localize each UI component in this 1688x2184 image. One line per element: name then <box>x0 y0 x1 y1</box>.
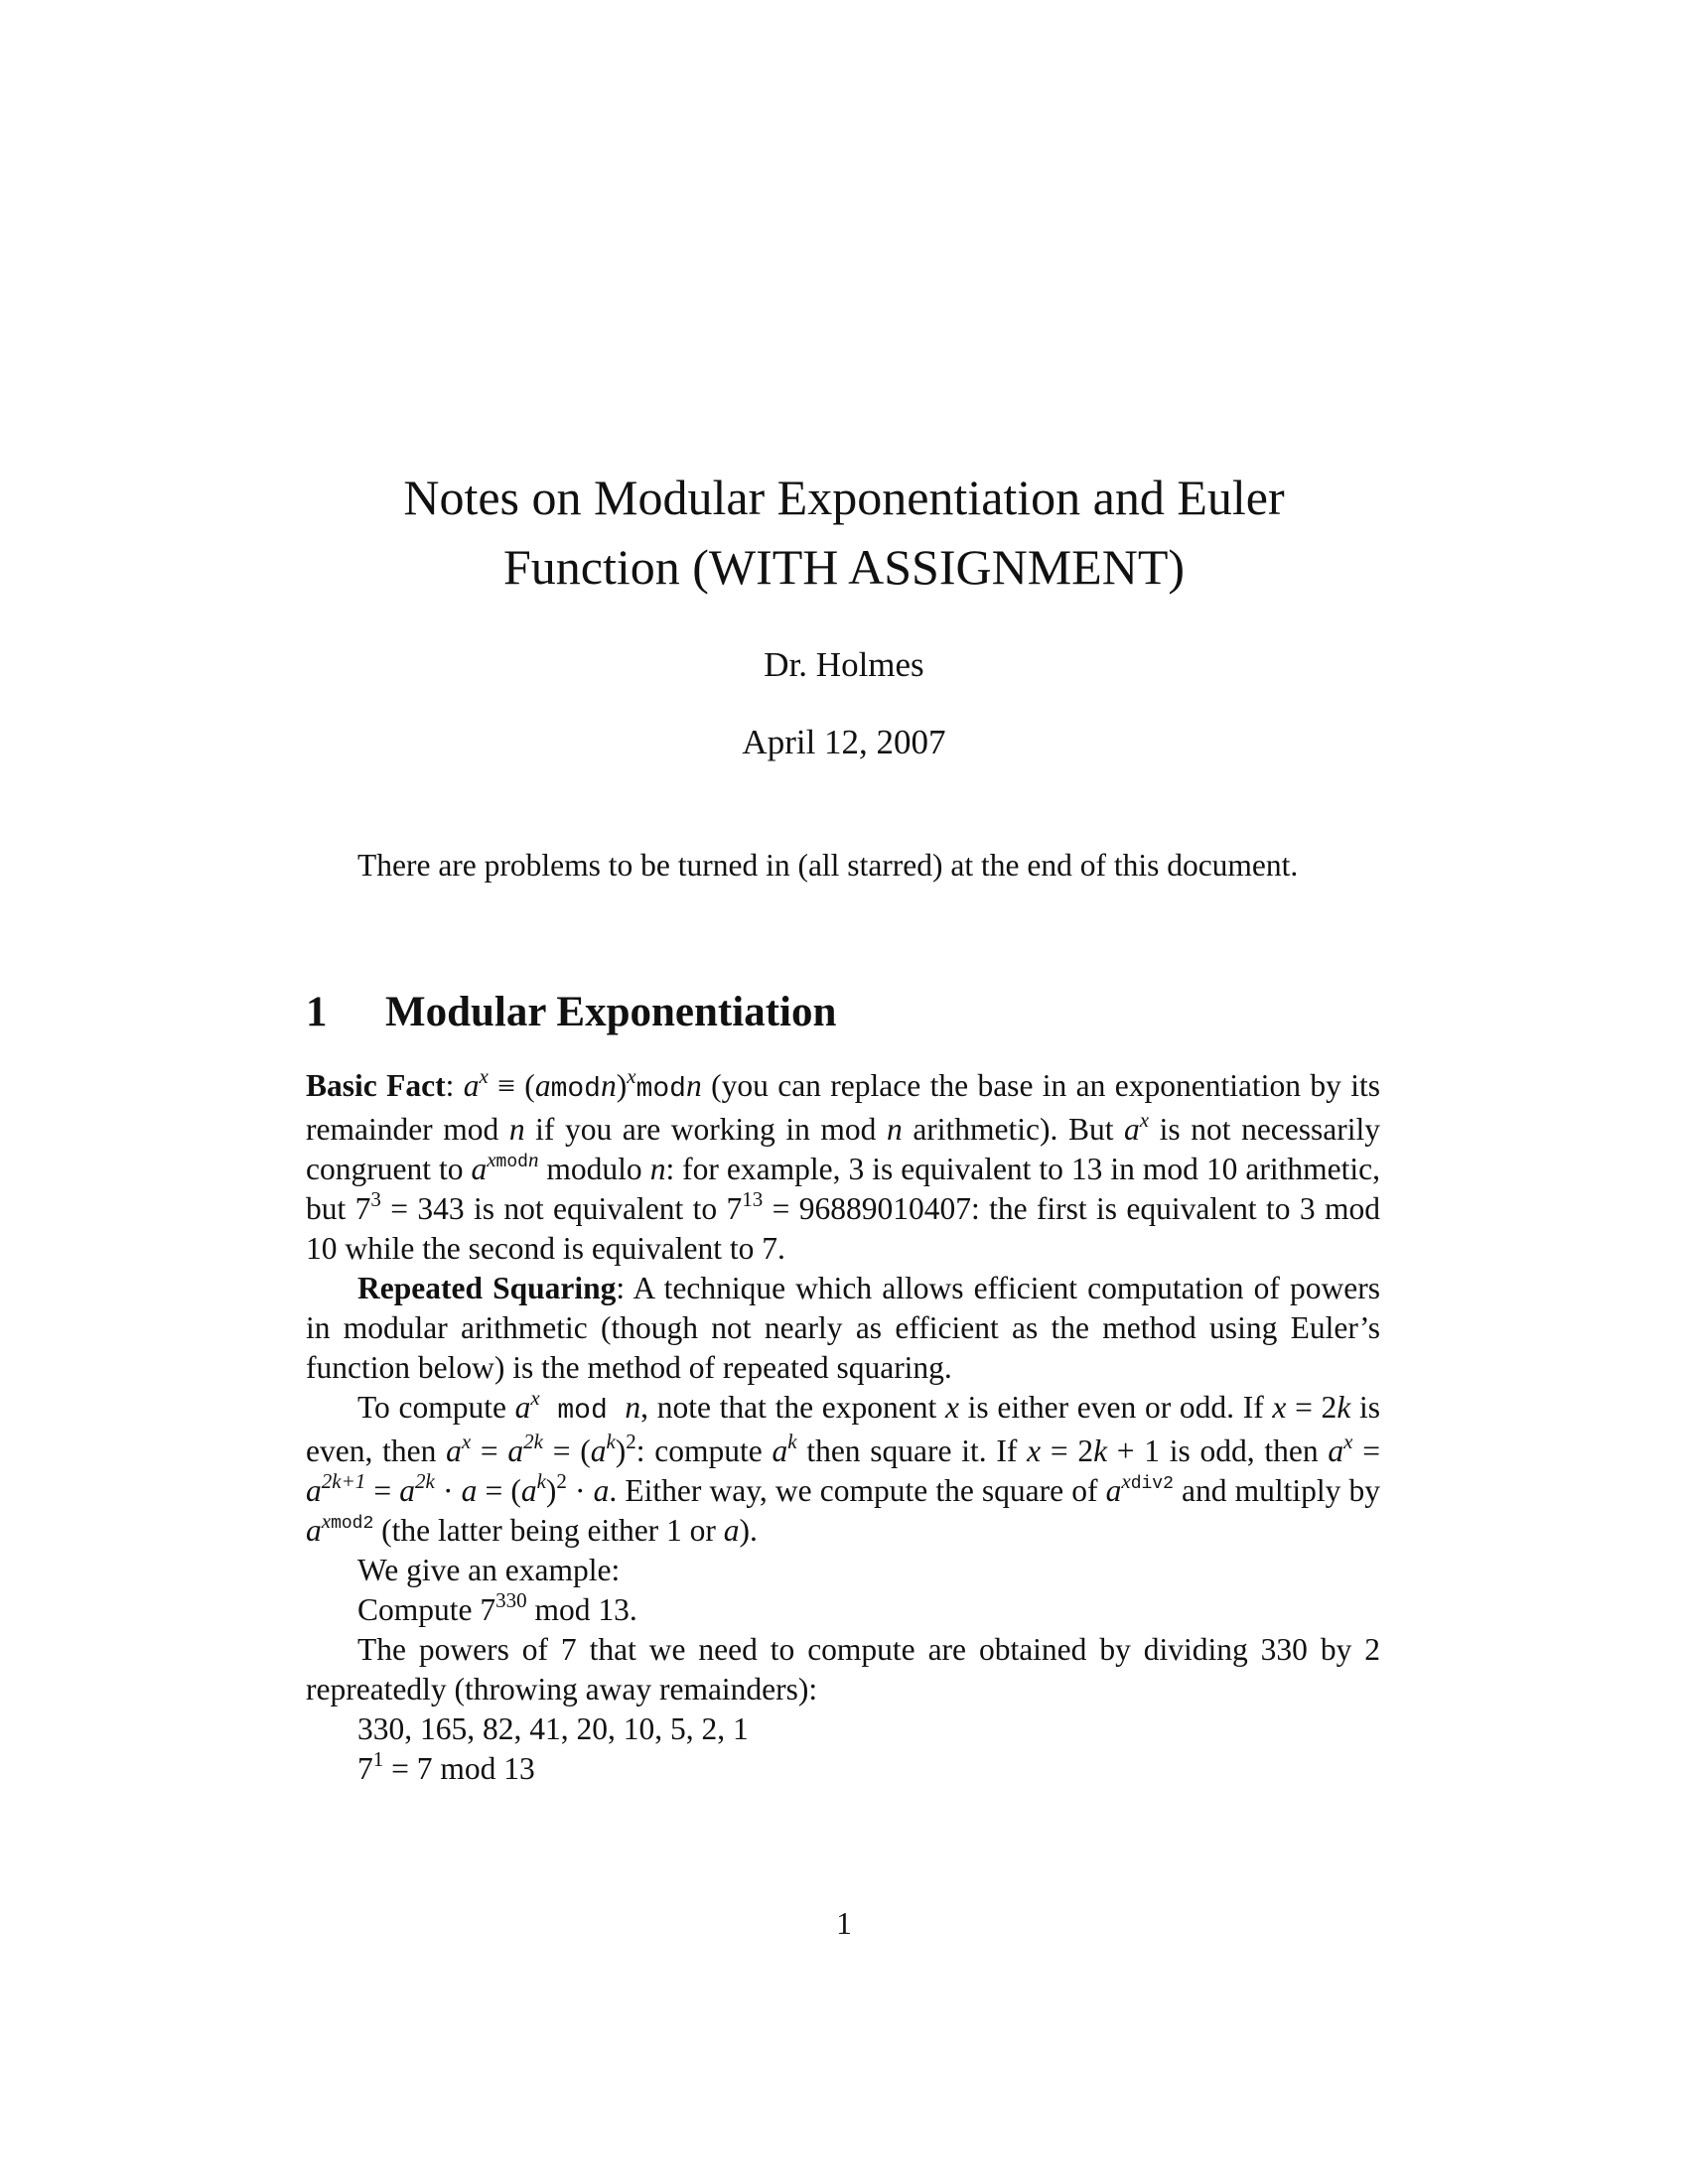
date: April 12, 2007 <box>742 723 946 761</box>
section-body <box>306 1066 1380 1789</box>
example-task: Compute $7^{330}$ mod 13. <box>357 1588 637 1627</box>
intro-paragraph: There are problems to be turned in (all starred) at the end of this document. <box>357 848 1299 883</box>
basic-fact-label: Basic Fact <box>306 1068 446 1103</box>
page-number: 1 <box>836 1906 852 1941</box>
example-intro: We give an example: <box>357 1553 621 1587</box>
compute-paragraph: To compute $a^x$ mod n, note that the exponent x is either even or odd. If x = 2k is even, then $a^x = a^{2k} = (a^k)^2$: compute $a^k$ then square it. If x = 2k + 1 is odd, then $a^x = a^{2k+1} = a^{2k} \cdot a = (a^k)^2 \cdot a$. Either way, we compute the square of $a^{xdiv2}$ and multiply by $a^{xmod2}$ (the latter being either 1 or a). <box>306 1386 1381 1548</box>
repeated-squaring-label: Repeated Squaring <box>357 1271 617 1305</box>
title-line-1: Notes on Modular Exponentiation and Euler <box>403 470 1285 525</box>
powers-paragraph: The powers of 7 that we need to compute are obtained by dividing 330 by 2 repreatedly (throwing away remainders): <box>306 1632 1380 1706</box>
author: Dr. Holmes <box>764 645 924 684</box>
basic-fact-paragraph: Basic Fact: $a^x$ ≡ (amodn)$^x$modn (you can replace the base in an exponentiation by its remainder mod n if you are working in mod n arithmetic). But $a^x$ is not necessarily congruent to $a^{xmodn}$ modulo n: for example, 3 is equivalent to 13 in mod 10 arithmetic, but $7^3 = 343$ is not equivalent to $7^{13} = 96889010407$: the first is equivalent to 3 mod 10 while the second is equivalent to 7. <box>306 1064 1381 1266</box>
title-line-2: Function (WITH ASSIGNMENT) <box>502 539 1186 595</box>
repeated-squaring-paragraph: Repeated Squaring: A technique which allows efficient computation of powers in modular arithmetic (though not nearly as efficient as the method using Euler’s function below) is the method of repeated squaring. <box>306 1271 1380 1385</box>
exponent-sequence: 330, 165, 82, 41, 20, 10, 5, 2, 1 <box>357 1711 749 1746</box>
section-title: Modular Exponentiation <box>385 989 837 1035</box>
document-title <box>298 463 1390 602</box>
section-heading <box>306 985 836 1040</box>
section-number: 1 <box>306 989 328 1035</box>
first-power-line: $7^1 = 7$ mod 13 <box>357 1747 535 1786</box>
